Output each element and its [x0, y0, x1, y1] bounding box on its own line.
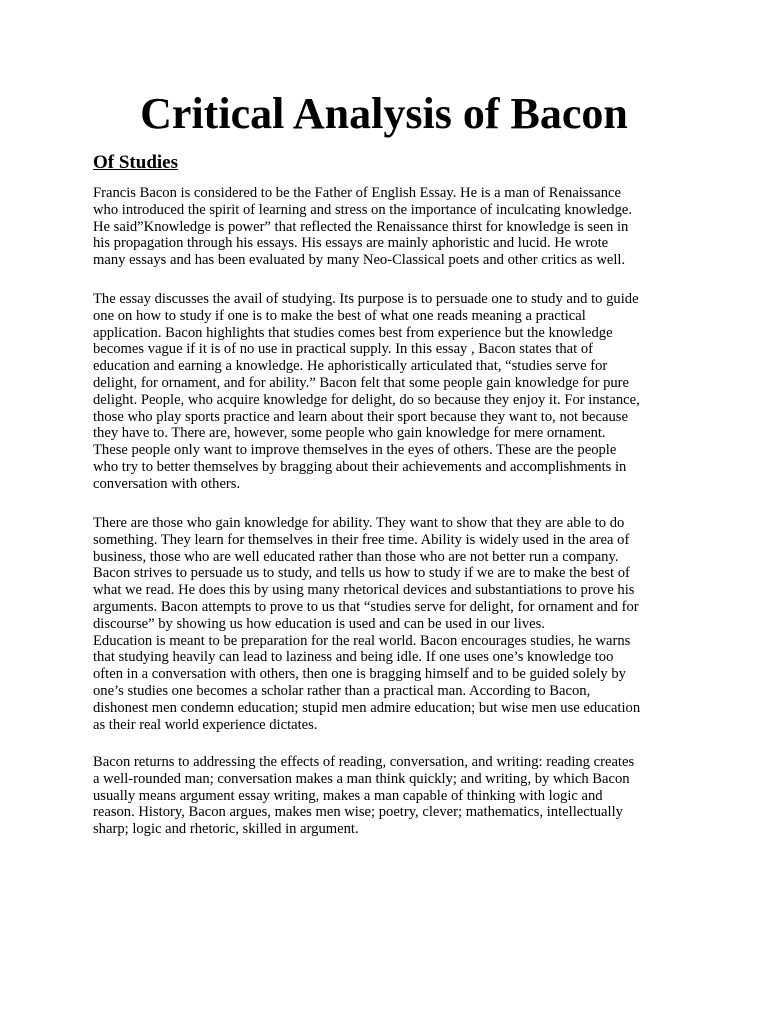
- paragraph-line: The essay discusses the avail of studying. Its purpose is to persuade one to study and to guide: [93, 291, 639, 307]
- paragraph-line: they have to. There are, however, some people who gain knowledge for mere ornament.: [93, 425, 606, 442]
- paragraph-line: education and earning a knowledge. He aphoristically articulated that, “studies serve for: [93, 358, 608, 375]
- paragraph-line: He said”Knowledge is power” that reflected the Renaissance thirst for knowledge is seen in: [93, 218, 629, 235]
- paragraph-4: [93, 754, 693, 838]
- paragraph-line: who try to better themselves by bragging about their achievements and accomplishments in: [93, 458, 627, 475]
- paragraph-line: Bacon returns to addressing the effects of reading, conversation, and writing: reading creates: [93, 754, 635, 770]
- paragraph-line: There are those who gain knowledge for ability. They want to show that they are able to do: [93, 515, 625, 531]
- paragraph-1: [93, 185, 693, 269]
- paragraph-3: [93, 515, 693, 733]
- paragraph-line: Education is meant to be preparation for the real world. Bacon encourages studies, he warns: [93, 632, 631, 649]
- paragraph-line: reason. History, Bacon argues, makes men wise; poetry, clever; mathematics, intellectually: [93, 804, 623, 821]
- paragraph-line: usually means argument essay writing, makes a man capable of thinking with logic and: [93, 787, 603, 804]
- paragraph-line: his propagation through his essays. His essays are mainly aphoristic and lucid. He wrote: [93, 235, 609, 252]
- paragraph-line: sharp; logic and rhetoric, skilled in argument.: [93, 821, 359, 838]
- paragraph-line: dishonest men condemn education; stupid men admire education; but wise men use education: [93, 699, 641, 716]
- paragraph-line: often in a conversation with others, then one is bragging himself and to be guided solely by: [93, 666, 626, 683]
- paragraph-2: [93, 291, 693, 493]
- paragraph-line: business, those who are well educated rather than those who are not better run a company.: [93, 548, 619, 565]
- paragraph-line: delight, for ornament, and for ability.” Bacon felt that some people gain knowledge for pure: [93, 374, 630, 391]
- document-title: Critical Analysis of Bacon: [140, 89, 628, 138]
- section-heading: Of Studies: [93, 152, 178, 173]
- paragraph-line: who introduced the spirit of learning and stress on the importance of inculcating knowledge.: [93, 201, 633, 218]
- paragraph-line: what we read. He does this by using many rhetorical devices and substantiations to prove his: [93, 582, 635, 599]
- paragraph-line: those who play sports practice and learn about their sport because they want to, not because: [93, 408, 628, 425]
- paragraph-line: one’s studies one becomes a scholar rather than a practical man. According to Bacon,: [93, 682, 591, 699]
- paragraph-line: application. Bacon highlights that studies comes best from experience but the knowledge: [93, 324, 613, 341]
- paragraph-line: These people only want to improve themselves in the eyes of others. These are the people: [93, 442, 617, 459]
- paragraph-line: many essays and has been evaluated by many Neo-Classical poets and other critics as well.: [93, 252, 626, 269]
- paragraph-line: something. They learn for themselves in their free time. Ability is widely used in the area of: [93, 531, 630, 548]
- paragraph-line: delight. People, who acquire knowledge for delight, do so because they enjoy it. For instance,: [93, 391, 640, 408]
- paragraph-line: Bacon strives to persuade us to study, and tells us how to study if we are to make the best of: [93, 565, 630, 582]
- paragraph-line: discourse” by showing us how education is used and can be used in our lives.: [93, 615, 545, 632]
- paragraph-line: as their real world experience dictates.: [93, 716, 318, 733]
- paragraph-line: arguments. Bacon attempts to prove to us that “studies serve for delight, for ornament and for: [93, 598, 639, 615]
- paragraph-line: one on how to study if one is to make the best of what one reads meaning a practical: [93, 307, 586, 324]
- paragraph-line: a well-rounded man; conversation makes a man think quickly; and writing, by which Bacon: [93, 770, 630, 787]
- paragraph-line: that studying heavily can lead to laziness and being idle. If one uses one’s knowledge too: [93, 649, 614, 666]
- paragraph-line: Francis Bacon is considered to be the Father of English Essay. He is a man of Renaissance: [93, 185, 621, 201]
- paragraph-line: conversation with others.: [93, 475, 241, 492]
- paragraph-line: becomes vague if it is of no use in practical supply. In this essay , Bacon states that of: [93, 341, 593, 358]
